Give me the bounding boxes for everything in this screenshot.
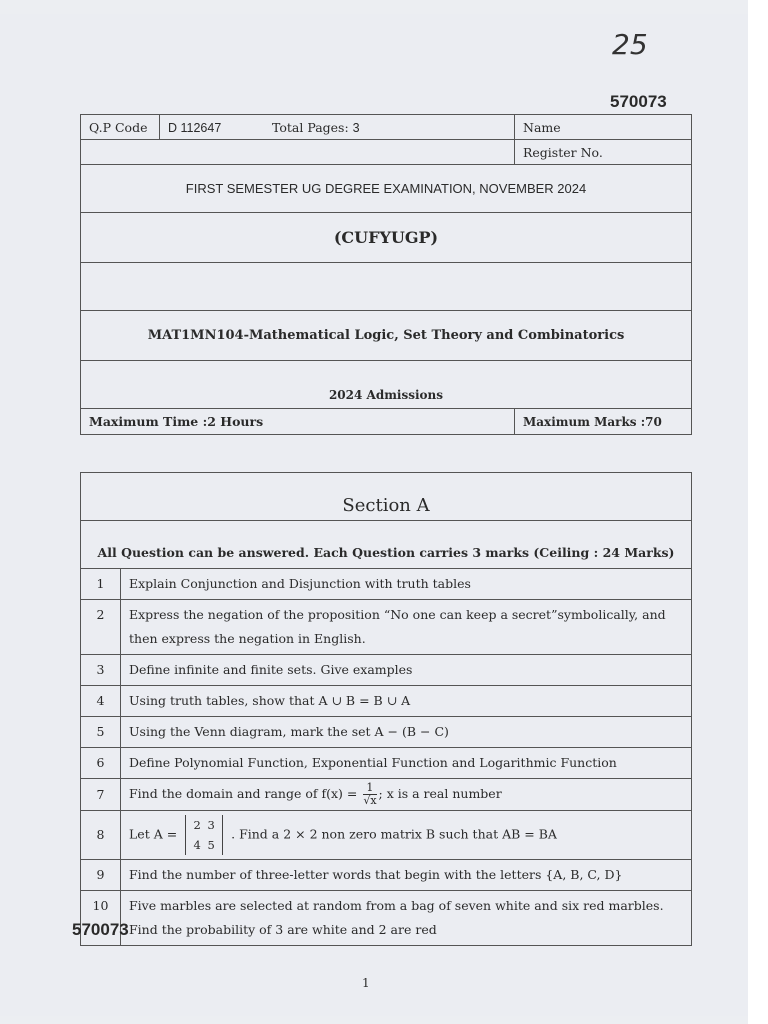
total-pages-value: 3: [352, 120, 360, 135]
section-instruction: All Question can be answered. Each Question carries 3 marks (Ceiling : 24 Marks): [81, 521, 692, 569]
exam-title: FIRST SEMESTER UG DEGREE EXAMINATION, NOVEMBER 2024: [81, 165, 692, 213]
qp-code-value: D 112647: [168, 120, 222, 135]
max-time: Maximum Time :2 Hours: [81, 409, 515, 435]
program-name: (CUFYUGP): [81, 213, 692, 263]
name-label: Name: [515, 115, 692, 140]
question-text: Five marbles are selected at random from a bag of seven white and six red marbles. Find the probability of 3 are white and 2 are red: [121, 891, 692, 946]
question-number: 6: [81, 748, 121, 779]
question-number: 10: [81, 891, 121, 946]
question-text: Explain Conjunction and Disjunction with truth tables: [121, 569, 692, 600]
question-text: Express the negation of the proposition “No one can keep a secret”symbolically, and then express the negation in English.: [121, 600, 692, 655]
question-number: 3: [81, 655, 121, 686]
question-text: Let A = 2 3 4 5 . Find a 2 × 2 non zero matrix B such that AB = BA: [121, 811, 692, 860]
course-title: MAT1MN104-Mathematical Logic, Set Theory and Combinatorics: [81, 311, 692, 361]
paper-code-top: 570073: [610, 92, 667, 111]
question-number: 1: [81, 569, 121, 600]
page-edge: [748, 0, 768, 1024]
qp-code-label: Q.P Code: [81, 115, 160, 140]
page-number: 1: [362, 976, 370, 990]
question-text: Using truth tables, show that A ∪ B = B ∪ A: [121, 686, 692, 717]
question-row: [81, 717, 692, 748]
question-row: [81, 655, 692, 686]
question-row: [81, 811, 692, 860]
question-row: [81, 891, 692, 946]
total-pages-label: Total Pages:: [272, 119, 349, 135]
question-text: Find the domain and range of f(x) = $\frac{1}{√x}$ ; x is a real number: [121, 779, 692, 811]
header-table: [80, 114, 692, 435]
question-text: Define infinite and finite sets. Give examples: [121, 655, 692, 686]
question-text: Using the Venn diagram, mark the set A − (B − C): [121, 717, 692, 748]
question-row: [81, 686, 692, 717]
section-title: Section A: [81, 473, 692, 521]
question-text: Define Polynomial Function, Exponential Function and Logarithmic Function: [121, 748, 692, 779]
admissions: 2024 Admissions: [81, 361, 692, 409]
question-row: [81, 779, 692, 811]
qp-code-cell: [160, 115, 497, 140]
question-text: Find the number of three-letter words that begin with the letters {A, B, C, D}: [121, 860, 692, 891]
question-number: 2: [81, 600, 121, 655]
section-a-table: [80, 472, 692, 946]
max-marks: Maximum Marks :70: [515, 409, 692, 435]
question-number: 9: [81, 860, 121, 891]
register-label: Register No.: [515, 140, 692, 165]
question-row: [81, 748, 692, 779]
fraction: $\frac{1}{√x}$: [363, 781, 377, 807]
question-row: [81, 600, 692, 655]
question-number: 5: [81, 717, 121, 748]
handwritten-mark: 25: [612, 28, 648, 61]
question-number: 7: [81, 779, 121, 811]
question-row: [81, 569, 692, 600]
question-row: [81, 860, 692, 891]
question-number: 4: [81, 686, 121, 717]
paper-code-bottom: 570073: [72, 920, 129, 939]
matrix: 2 3 4 5: [185, 815, 223, 855]
question-number: 8: [81, 811, 121, 860]
